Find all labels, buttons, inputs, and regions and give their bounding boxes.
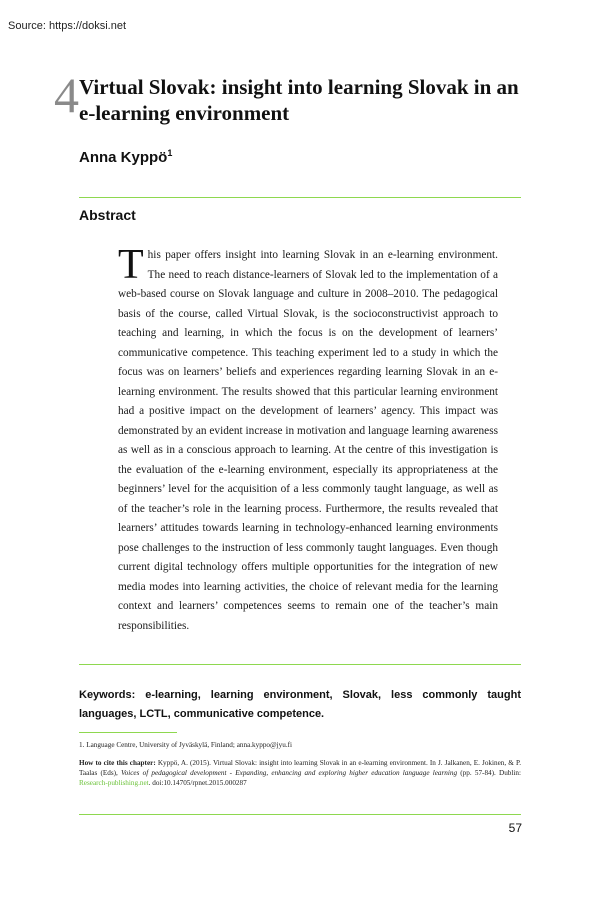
header-divider [79,197,521,198]
chapter-title: Virtual Slovak: insight into learning Slovak in an e-learning environment [79,75,519,125]
abstract-divider [79,664,521,665]
source-label: Source: https://doksi.net [8,20,127,32]
citation-part3: . doi:10.14705/rpnet.2015.000287 [148,779,247,788]
citation-lead: How to cite this chapter: [79,759,156,767]
abstract-text: his paper offers insight into learning Slovak in an e-learning environment. The need to reach distance-learners of Slovak led to the implementation of a web-based course on Slovak language and culture in 2008–2010. The pedagogical basis of the course, called Virtual Slovak, is the socioconstructivist approach to teaching and learning, in which the focus is on the development of learners’ communicative competence. This teaching experiment led to a study in which the focus was on learners’ beliefs and experiences regarding learning Slovak in an e-learning environment. The results showed that this particular learning environment had a positive impact on the development of learners’ agency. This impact was demonstrated by an evident increase in motivation and language learning awareness as well as in a conscious approach to learning. At the centre of this investigation is the evaluation of the e-learning environment, especially its appropriateness at the beginners’ level for the acquisition of a less commonly taught language, as well as of the teacher’s role in the learning process. Furthermore, the results revealed that learners’ attitudes towards learning in technology-enhanced learning environments pose challenges to the instruction of less commonly taught languages. Even though current digital technology offers multiple opportunities for the integration of new media modes into learning activities, the choice of relevant media for the learning context and learners’ competences seems to remain one of the teacher’s main responsibilities. [118,249,498,632]
publisher-link[interactable]: Research-publishing.net [79,779,149,788]
citation-part2: (pp. 57-84). Dublin: [457,769,521,778]
abstract-dropcap: T [118,242,144,288]
citation-part1: Kyppö, A. (2015). Virtual Slovak: insight into learning Slovak in an e-learning environment. In J. Jalkanen, E. Jokinen, & P. Taalas (Eds), [79,759,521,778]
footnote: 1. Language Centre, University of Jyväskylä, Finland; anna.kyppo@jyu.fi [79,741,293,749]
citation [79,758,521,789]
page-number: 57 [508,821,522,835]
citation-book-title: Voices of pedagogical development - Expanding, enhancing and exploring higher education language learning [121,769,458,778]
abstract-heading: Abstract [79,207,136,223]
keywords: Keywords: e-learning, learning environment, Slovak, less commonly taught languages, LCTL, communicative competence. [79,689,521,720]
author-name: Anna Kyppö [79,149,168,166]
footnote-divider [79,732,177,733]
abstract-body [118,242,498,636]
author-line [79,148,172,166]
author-footnote-mark: 1 [167,148,173,158]
footer-divider [79,814,521,815]
chapter-number: 4 [54,67,79,123]
